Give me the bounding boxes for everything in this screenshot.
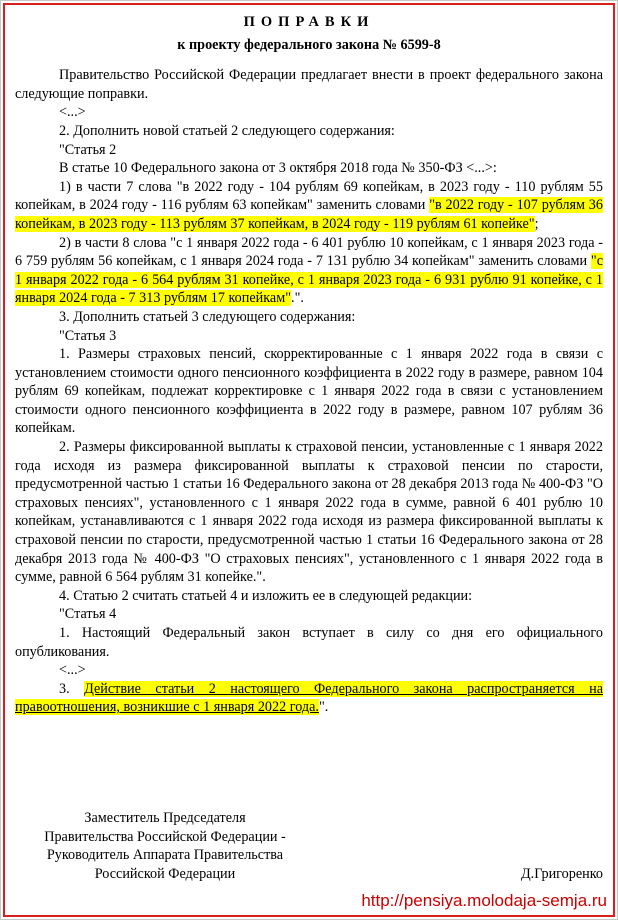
signatory-line: Заместитель Председателя: [84, 810, 246, 826]
part-8-text: 2) в части 8 слова "с 1 января 2022 года - 6 401 рублю 10 копейкам, с 1 января 2023 года - 6 759 рублям 56 копейкам, с 1 января 2024 года - 7 131 рублю 34 копейкам" заменить словами: [15, 234, 603, 270]
part-7-end: ;: [534, 215, 539, 232]
document-content: [15, 13, 603, 717]
ellipsis: <...>: [59, 104, 86, 121]
website-watermark[interactable]: http://pensiya.molodaja-semja.ru: [361, 891, 607, 910]
ellipsis: <...>: [59, 662, 86, 679]
article-4-heading: "Статья 4: [59, 606, 117, 623]
signatory-position: [15, 809, 315, 883]
part-3-end: ".: [318, 699, 329, 716]
paragraph-intro: Правительство Российской Федерации предлагает внести в проект федерального закона следующие поправки.: [15, 67, 603, 102]
part-8-end: .".: [291, 290, 304, 307]
paragraph-part-8: [15, 234, 603, 308]
part-3-number: 3.: [59, 680, 85, 697]
paragraph-article-3-part-1: 1. Размеры страховых пенсий, скорректированные с 1 января 2022 года в связи с установлением стоимости одного пенсионного коэффициента в 2022 году в размере, равном 104 рублям 69 копейкам, подлежат корректировке с 1 января 2022 года в связи с установлением стоимости одного пенсионного коэффициента в 2022 году в размере, равном 107 рублям 36 копейкам.: [15, 346, 603, 437]
article-2-heading: "Статья 2: [59, 141, 117, 158]
part-7-highlight: "в 2022 году - 107 рублям 36 копейкам, в 2023 году - 113 рублям 37 копейкам, в 2024 году - 119 рублям 61 копейке": [15, 197, 603, 232]
paragraph-amendment-3: 3. Дополнить статьей 3 следующего содержания:: [59, 308, 356, 325]
signatory-name: Д.Григоренко: [520, 866, 603, 882]
article-3-heading: "Статья 3: [59, 327, 117, 344]
paragraph-article-4-part-1: 1. Настоящий Федеральный закон вступает в силу со дня его официального опубликования.: [15, 625, 603, 660]
signatory-line: Правительства Российской Федерации -: [44, 828, 286, 845]
document-title: ПОПРАВКИ: [243, 14, 375, 30]
paragraph-article-4-part-3: [15, 680, 603, 717]
signatory-line: Руководитель Аппарата Правительства: [46, 847, 284, 864]
document-subtitle: к проекту федерального закона № 6599-8: [177, 36, 441, 53]
paragraph-amendment-4: 4. Статью 2 считать статьей 4 и изложить ее в следующей редакции:: [59, 587, 473, 604]
paragraph-article-10: В статье 10 Федерального закона от 3 октября 2018 года № 350-ФЗ <...>:: [59, 160, 497, 177]
part-3-highlight: Действие статьи 2 настоящего Федерального закона распространяется на правоотношения, возникшие с 1 января 2022 года.: [15, 680, 604, 716]
paragraph-article-3-part-2: 2. Размеры фиксированной выплаты к страховой пенсии, установленные с 1 января 2022 года исходя из размера фиксированной выплаты к страховой пенсии по старости, предусмотренной частью 1 статьи 16 Федерального закона от 28 декабря 2013 года № 400-ФЗ "О страховых пенсиях", установленного с 1 января 2022 года в сумме, равной 6 401 рублю 10 копейкам, устанавливаются с 1 января 2022 года исходя из размера фиксированной выплаты к страховой пенсии по старости, предусмотренной частью 1 статьи 16 Федерального закона от 28 декабря 2013 года № 400-ФЗ "О страховых пенсиях", установленного с 1 января 2022 года в сумме, равной 6 564 рублям 31 копейке.".: [15, 439, 603, 586]
part-7-text: 1) в части 7 слова "в 2022 году - 104 рублям 69 копейкам, в 2023 году - 110 рублям 55 копейкам, в 2024 году - 116 рублям 63 копейкам" заменить словами: [15, 178, 603, 214]
paragraph-part-7: [15, 178, 603, 234]
signatory-line: Российской Федерации: [94, 865, 236, 882]
paragraph-amendment-2: 2. Дополнить новой статьей 2 следующего содержания:: [59, 122, 395, 139]
part-8-highlight: "с 1 января 2022 года - 6 564 рублям 31 копейке, с 1 января 2023 года - 6 931 рублю 91 копейке, с 1 января 2024 года - 7 313 рублям 17 копейкам": [15, 253, 603, 307]
